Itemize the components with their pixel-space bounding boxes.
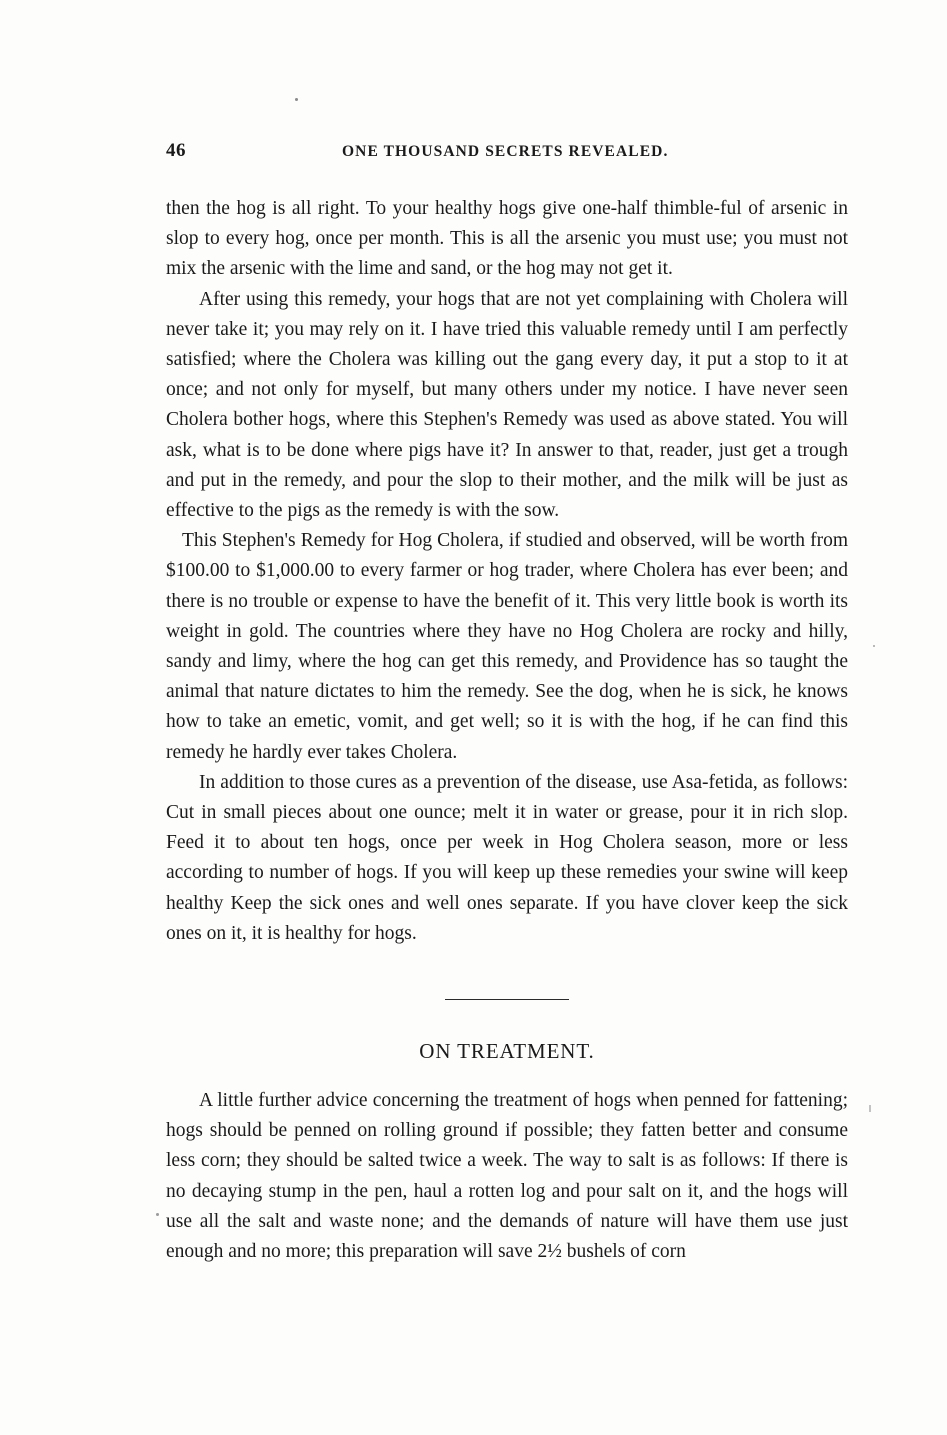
page-number: 46 (166, 140, 186, 161)
page-speck-right-upper (873, 645, 875, 647)
section-body-text (166, 1086, 848, 1267)
paragraph: then the hog is all right. To your healthy hogs give one-half thimble-ful of arsenic in slop to every hog, once per month. This is all the arsenic you must use; you must not mix the arsenic with the lime and sand, or the hog may not get it. (166, 198, 848, 280)
page-speck-left (156, 1213, 159, 1216)
page-content (166, 140, 848, 1267)
running-head: ONE THOUSAND SECRETS REVEALED. (342, 143, 669, 160)
page-speck-top (295, 98, 298, 101)
paragraph: In addition to those cures as a prevention of the disease, use Asa-fetida, as follows: Cut in small pieces about one ounce; melt it in water or grease, pour it in rich slop. Feed it to about ten hogs, once per week in Hog Cholera season, more or less according to number of hogs. If you will keep up these remedies your swine will keep healthy Keep the sick ones and well ones separate. If you have clover keep the sick ones on it, it is healthy for hogs. (166, 771, 848, 944)
page-speck-right-lower (869, 1105, 871, 1112)
page-header (166, 140, 848, 166)
paragraph: This Stephen's Remedy for Hog Cholera, if studied and observed, will be worth from $100.00 to $1,000.00 to every farmer or hog trader, where Cholera has ever been; and there is no trouble or expense to have the benefit of it. This very little book is worth its weight in gold. The countries where they have no Hog Cholera are rocky and hilly, sandy and limy, where the hog can get this remedy, and Providence has so taught the animal that nature dictates to him the remedy. See the dog, when he is sick, he knows how to take an emetic, vomit, and get well; so it is with the hog, if he can find this remedy he hardly ever takes Cholera. (166, 530, 848, 763)
divider-rule (445, 999, 569, 1000)
paragraph: A little further advice concerning the treatment of hogs when penned for fattening; hogs should be penned on rolling ground if possible; they fatten better and consume less corn; they should be salted twice a week. The way to salt is as follows: If there is no decaying stump in the pen, haul a rotten log and pour salt on it, and the hogs will use all the salt and waste none; and the demands of nature will have them use just enough and no more; this preparation will save 2½ bushels of corn (166, 1090, 848, 1263)
section-divider (166, 987, 848, 1005)
section-heading: ON TREATMENT. (419, 1039, 595, 1064)
body-text (166, 194, 848, 949)
paragraph: After using this remedy, your hogs that are not yet complaining with Cholera will never take it; you may rely on it. I have tried this valuable remedy until I am perfectly satisfied; where the Cholera was killing out the gang every day, it put a stop to it at once; and not only for myself, but many others under my notice. I have never seen Cholera bother hogs, where this Stephen's Remedy was used as above stated. You will ask, what is to be done where pigs have it? In answer to that, reader, just get a trough and put in the remedy, and pour the slop to their mother, and the milk will be just as effective to the pigs as the remedy is with the sow. (166, 288, 848, 522)
